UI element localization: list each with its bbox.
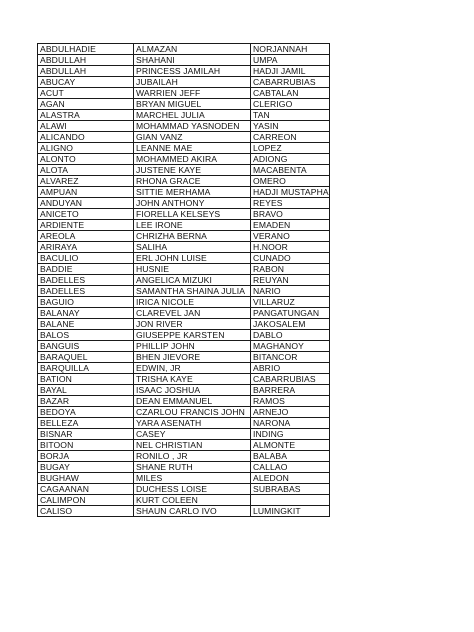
middle-name-cell: UMPA xyxy=(251,55,330,66)
middle-name-cell: PANGATUNGAN xyxy=(251,308,330,319)
middle-name-cell: ADIONG xyxy=(251,154,330,165)
table-row xyxy=(38,77,330,88)
last-name-cell: BALANE xyxy=(38,319,134,330)
middle-name-cell: CABTALAN xyxy=(251,88,330,99)
table-row xyxy=(38,297,330,308)
first-name-cell: CZARLOU FRANCIS JOHN xyxy=(134,407,251,418)
table-row xyxy=(38,187,330,198)
first-name-cell: BRYAN MIGUEL xyxy=(134,99,251,110)
last-name-cell: BADDIE xyxy=(38,264,134,275)
table-row xyxy=(38,484,330,495)
last-name-cell: BARQUILLA xyxy=(38,363,134,374)
table-row xyxy=(38,231,330,242)
middle-name-cell: ALEDON xyxy=(251,473,330,484)
first-name-cell: ERL JOHN LUISE xyxy=(134,253,251,264)
table-row xyxy=(38,462,330,473)
middle-name-cell: OMERO xyxy=(251,176,330,187)
middle-name-cell: BRAVO xyxy=(251,209,330,220)
last-name-cell: ALASTRA xyxy=(38,110,134,121)
table-row xyxy=(38,374,330,385)
last-name-cell: ANDUYAN xyxy=(38,198,134,209)
last-name-cell: BELLEZA xyxy=(38,418,134,429)
middle-name-cell: TAN xyxy=(251,110,330,121)
middle-name-cell: BARRERA xyxy=(251,385,330,396)
first-name-cell: HUSNIE xyxy=(134,264,251,275)
first-name-cell: GIAN VANZ xyxy=(134,132,251,143)
middle-name-cell: REYES xyxy=(251,198,330,209)
middle-name-cell: EMADEN xyxy=(251,220,330,231)
table-row xyxy=(38,308,330,319)
first-name-cell: LEE IRONE xyxy=(134,220,251,231)
first-name-cell: MILES xyxy=(134,473,251,484)
last-name-cell: ABDULLAH xyxy=(38,66,134,77)
first-name-cell: IRICA NICOLE xyxy=(134,297,251,308)
table-row xyxy=(38,275,330,286)
table-row xyxy=(38,253,330,264)
last-name-cell: ARDIENTE xyxy=(38,220,134,231)
middle-name-cell: ABRIO xyxy=(251,363,330,374)
first-name-cell: JOHN ANTHONY xyxy=(134,198,251,209)
first-name-cell: DUCHESS LOISE xyxy=(134,484,251,495)
middle-name-cell: BITANCOR xyxy=(251,352,330,363)
last-name-cell: BATION xyxy=(38,374,134,385)
table-row xyxy=(38,330,330,341)
first-name-cell: DEAN EMMANUEL xyxy=(134,396,251,407)
first-name-cell: BHEN JIEVORE xyxy=(134,352,251,363)
first-name-cell: JON RIVER xyxy=(134,319,251,330)
table-row xyxy=(38,407,330,418)
first-name-cell: GIUSEPPE KARSTEN xyxy=(134,330,251,341)
middle-name-cell: INDING xyxy=(251,429,330,440)
first-name-cell: MOHAMMED AKIRA xyxy=(134,154,251,165)
last-name-cell: ALVAREZ xyxy=(38,176,134,187)
table-row xyxy=(38,220,330,231)
table-row xyxy=(38,66,330,77)
last-name-cell: ALAWI xyxy=(38,121,134,132)
last-name-cell: ACUT xyxy=(38,88,134,99)
table-row xyxy=(38,176,330,187)
last-name-cell: CALISO xyxy=(38,506,134,517)
last-name-cell: ABDULHADIE xyxy=(38,44,134,55)
first-name-cell: RONILO , JR xyxy=(134,451,251,462)
last-name-cell: BUGHAW xyxy=(38,473,134,484)
first-name-cell: EDWIN, JR xyxy=(134,363,251,374)
last-name-cell: BEDOYA xyxy=(38,407,134,418)
middle-name-cell: CABARRUBIAS xyxy=(251,374,330,385)
name-list-table xyxy=(37,43,330,517)
first-name-cell: MARCHEL JULIA xyxy=(134,110,251,121)
table-row xyxy=(38,209,330,220)
last-name-cell: ALIGNO xyxy=(38,143,134,154)
middle-name-cell: VILLARUZ xyxy=(251,297,330,308)
first-name-cell: SHAUN CARLO IVO xyxy=(134,506,251,517)
last-name-cell: BADELLES xyxy=(38,286,134,297)
middle-name-cell: RAMOS xyxy=(251,396,330,407)
middle-name-cell: LUMINGKIT xyxy=(251,506,330,517)
last-name-cell: ALONTO xyxy=(38,154,134,165)
table-row xyxy=(38,385,330,396)
table-row xyxy=(38,286,330,297)
middle-name-cell: JAKOSALEM xyxy=(251,319,330,330)
first-name-cell: FIORELLA KELSEYS xyxy=(134,209,251,220)
table-row xyxy=(38,110,330,121)
last-name-cell: ALOTA xyxy=(38,165,134,176)
first-name-cell: CHRIZHA BERNA xyxy=(134,231,251,242)
first-name-cell: YARA ASENATH xyxy=(134,418,251,429)
table-row xyxy=(38,396,330,407)
table-row xyxy=(38,319,330,330)
first-name-cell: ANGELICA MIZUKI xyxy=(134,275,251,286)
first-name-cell: SALIHA xyxy=(134,242,251,253)
middle-name-cell: REUYAN xyxy=(251,275,330,286)
middle-name-cell: MAGHANOY xyxy=(251,341,330,352)
last-name-cell: CAGAANAN xyxy=(38,484,134,495)
last-name-cell: ARIRAYA xyxy=(38,242,134,253)
middle-name-cell: CABARRUBIAS xyxy=(251,77,330,88)
table-row xyxy=(38,121,330,132)
table-row xyxy=(38,495,330,506)
middle-name-cell: CLERIGO xyxy=(251,99,330,110)
table-row xyxy=(38,165,330,176)
last-name-cell: CALIMPON xyxy=(38,495,134,506)
table-row xyxy=(38,44,330,55)
first-name-cell: SHANE RUTH xyxy=(134,462,251,473)
first-name-cell: SHAHANI xyxy=(134,55,251,66)
last-name-cell: AGAN xyxy=(38,99,134,110)
first-name-cell: PRINCESS JAMILAH xyxy=(134,66,251,77)
middle-name-cell: YASIN xyxy=(251,121,330,132)
last-name-cell: ANICETO xyxy=(38,209,134,220)
middle-name-cell: CALLAO xyxy=(251,462,330,473)
first-name-cell: LEANNE MAE xyxy=(134,143,251,154)
last-name-cell: BADELLES xyxy=(38,275,134,286)
first-name-cell: TRISHA KAYE xyxy=(134,374,251,385)
middle-name-cell: BALABA xyxy=(251,451,330,462)
last-name-cell: ALICANDO xyxy=(38,132,134,143)
first-name-cell: JUSTENE KAYE xyxy=(134,165,251,176)
last-name-cell: BARAQUEL xyxy=(38,352,134,363)
table-row xyxy=(38,198,330,209)
table-row xyxy=(38,132,330,143)
last-name-cell: BORJA xyxy=(38,451,134,462)
last-name-cell: AREOLA xyxy=(38,231,134,242)
first-name-cell: CLAREVEL JAN xyxy=(134,308,251,319)
middle-name-cell xyxy=(251,495,330,506)
table-row xyxy=(38,341,330,352)
middle-name-cell: LOPEZ xyxy=(251,143,330,154)
last-name-cell: BAGUIO xyxy=(38,297,134,308)
middle-name-cell: DABLO xyxy=(251,330,330,341)
table-row xyxy=(38,363,330,374)
last-name-cell: ABDULLAH xyxy=(38,55,134,66)
middle-name-cell: SUBRABAS xyxy=(251,484,330,495)
first-name-cell: NEL CHRISTIAN xyxy=(134,440,251,451)
last-name-cell: BAYAL xyxy=(38,385,134,396)
middle-name-cell: ARNEJO xyxy=(251,407,330,418)
last-name-cell: BAZAR xyxy=(38,396,134,407)
first-name-cell: KURT COLEEN xyxy=(134,495,251,506)
table-row xyxy=(38,242,330,253)
middle-name-cell: HADJI JAMIL xyxy=(251,66,330,77)
middle-name-cell: ALMONTE xyxy=(251,440,330,451)
last-name-cell: BALOS xyxy=(38,330,134,341)
first-name-cell: JUBAILAH xyxy=(134,77,251,88)
middle-name-cell: RABON xyxy=(251,264,330,275)
last-name-cell: BACULIO xyxy=(38,253,134,264)
middle-name-cell: H.NOOR xyxy=(251,242,330,253)
table-row xyxy=(38,352,330,363)
last-name-cell: AMPUAN xyxy=(38,187,134,198)
table-row xyxy=(38,264,330,275)
middle-name-cell: NARIO xyxy=(251,286,330,297)
first-name-cell: RHONA GRACE xyxy=(134,176,251,187)
middle-name-cell: VERANO xyxy=(251,231,330,242)
first-name-cell: PHILLIP JOHN xyxy=(134,341,251,352)
table-row xyxy=(38,143,330,154)
table-row xyxy=(38,440,330,451)
first-name-cell: SAMANTHA SHAINA JULIA xyxy=(134,286,251,297)
last-name-cell: BANGUIS xyxy=(38,341,134,352)
table-row xyxy=(38,99,330,110)
table-row xyxy=(38,506,330,517)
middle-name-cell: NARONA xyxy=(251,418,330,429)
middle-name-cell: HADJI MUSTAPHA xyxy=(251,187,330,198)
table-row xyxy=(38,88,330,99)
last-name-cell: BISNAR xyxy=(38,429,134,440)
first-name-cell: SITTIE MERHAMA xyxy=(134,187,251,198)
name-list-body xyxy=(38,44,330,517)
middle-name-cell: CUNADO xyxy=(251,253,330,264)
table-row xyxy=(38,154,330,165)
table-row xyxy=(38,473,330,484)
middle-name-cell: CARREON xyxy=(251,132,330,143)
last-name-cell: ABUCAY xyxy=(38,77,134,88)
last-name-cell: BALANAY xyxy=(38,308,134,319)
first-name-cell: CASEY xyxy=(134,429,251,440)
first-name-cell: ALMAZAN xyxy=(134,44,251,55)
middle-name-cell: NORJANNAH xyxy=(251,44,330,55)
last-name-cell: BUGAY xyxy=(38,462,134,473)
table-row xyxy=(38,429,330,440)
table-row xyxy=(38,451,330,462)
first-name-cell: MOHAMMAD YASNODEN xyxy=(134,121,251,132)
last-name-cell: BITOON xyxy=(38,440,134,451)
table-row xyxy=(38,418,330,429)
table-row xyxy=(38,55,330,66)
first-name-cell: ISAAC JOSHUA xyxy=(134,385,251,396)
first-name-cell: WARRIEN JEFF xyxy=(134,88,251,99)
middle-name-cell: MACABENTA xyxy=(251,165,330,176)
